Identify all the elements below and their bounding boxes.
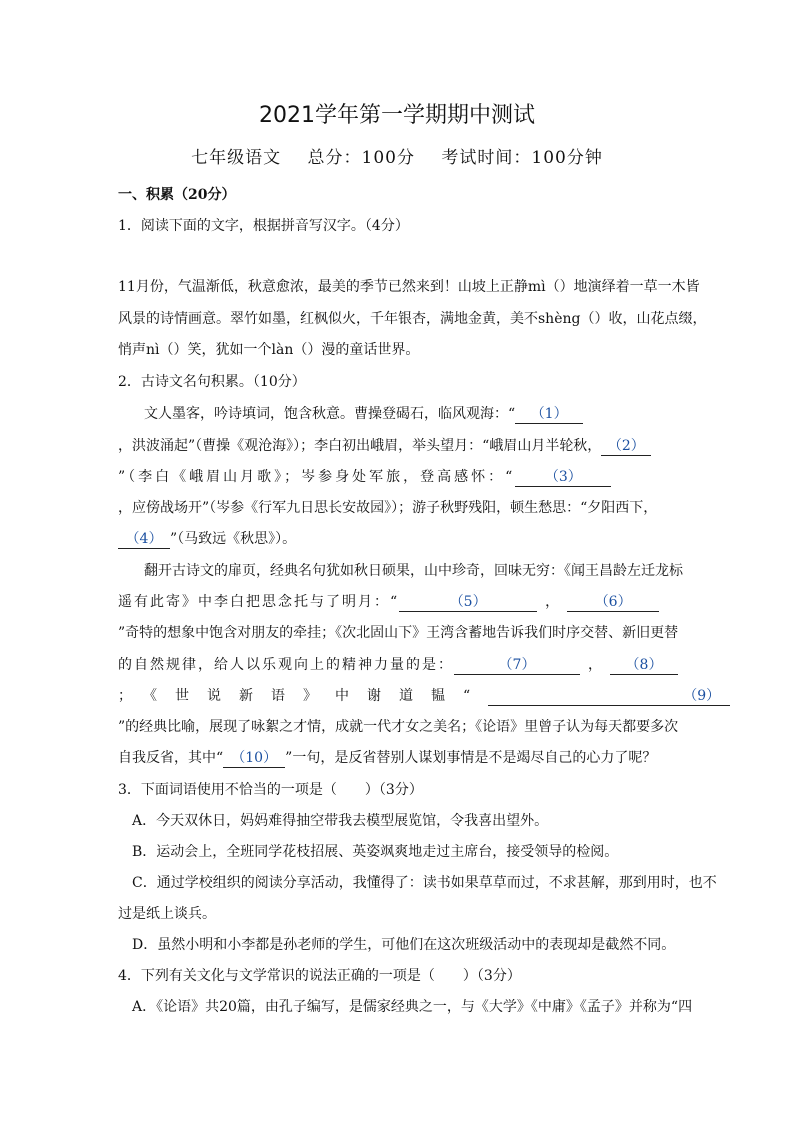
answer-blank-5[interactable]: （5） <box>399 593 537 612</box>
answer-blank-1[interactable]: （1） <box>515 405 583 424</box>
passage-line: 自我反省，其中“ （10） ”一句，是反省替别人谋划事情是不是竭尽自己的心力了呢？ <box>118 750 657 766</box>
question-1-text-line: 风景的诗情画意。翠竹如墨，红枫似火，千年银杏，满地金黄，美不shèng（）收，山花点缀， <box>118 311 707 327</box>
total-score: 总分：100分 <box>307 148 415 168</box>
passage-line: ，洪波涌起”（曹操《观沧海》）；李白初出峨眉，举头望月：“峨眉山月半轮秋， （2） <box>118 436 651 456</box>
exam-time: 考试时间：100分钟 <box>441 148 603 168</box>
passage-line: ”的经典比喻，展现了咏絮之才情，成就一代才女之美名；《论语》里曾子认为每天都要多次 <box>118 719 679 735</box>
question-2-stem: 2．古诗文名句积累。（10分） <box>118 374 306 390</box>
passage-line: 文人墨客，吟诗填词，饱含秋意。曹操登碣石，临风观海：“ （1） <box>144 404 583 424</box>
question-3-option-c-cont: 过是纸上谈兵。 <box>118 906 216 922</box>
page-title: 2021学年第一学期期中测试 <box>259 103 535 128</box>
passage-line: ；《世说新语》中谢道韫“ （9） <box>118 686 730 706</box>
question-3-stem: 3．下面词语使用不恰当的一项是（ ）（3分） <box>118 782 423 798</box>
passage-line: ”（李白《峨眉山月歌》；岑参身处军旅，登高感怀：“ （3） <box>118 467 611 487</box>
answer-blank-3[interactable]: （3） <box>515 468 611 487</box>
passage-line: （4） ”（马致远《秋思》）。 <box>118 529 296 549</box>
question-4-option-a: A．《论语》共20篇，由孔子编写，是儒家经典之一，与《大学》《中庸》《孟子》并称为“四 <box>132 999 693 1015</box>
question-3-option-b: B．运动会上，全班同学花枝招展、英姿飒爽地走过主席台，接受领导的检阅。 <box>132 844 619 860</box>
question-3-option-d: D．虽然小明和小李都是孙老师的学生，可他们在这次班级活动中的表现却是截然不同。 <box>132 937 676 953</box>
question-1-text-line: 11月份，气温渐低，秋意愈浓，最美的季节已然来到！山坡上正静mì（）地演绎着一草一木皆 <box>118 279 700 295</box>
passage-line: 翻开古诗文的扉页，经典名句犹如秋日硕果，山中珍奇，回味无穷：《闻王昌龄左迁龙标 <box>144 563 683 579</box>
answer-blank-10[interactable]: （10） <box>223 749 285 768</box>
question-1-stem: 1．阅读下面的文字，根据拼音写汉字。（4分） <box>118 218 409 234</box>
question-3-option-c: C．通过学校组织的阅读分享活动，我懂得了：读书如果草草而过，不求甚解，那到用时，也不 <box>132 875 717 891</box>
subject-label: 七年级语文 <box>191 148 282 168</box>
answer-blank-4[interactable]: （4） <box>118 530 170 549</box>
answer-blank-7[interactable]: （7） <box>454 656 580 675</box>
section-heading: 一、积累（20分） <box>118 187 236 203</box>
question-3-option-a: A．今天双休日，妈妈难得抽空带我去模型展览馆，令我喜出望外。 <box>132 813 549 829</box>
exam-info <box>0 143 794 168</box>
question-4-stem: 4．下列有关文化与文学常识的说法正确的一项是（ ）（3分） <box>118 968 521 984</box>
passage-line: ”奇特的想象中饱含对朋友的牵挂；《次北固山下》王湾含蓄地告诉我们时序交替、新旧更替 <box>118 625 679 641</box>
answer-blank-9[interactable]: （9） <box>488 687 730 706</box>
answer-blank-8[interactable]: （8） <box>610 656 678 675</box>
passage-line: 遥有此寄》中李白把思念托与了明月：“ （5） ， （6） <box>118 592 659 612</box>
passage-line: 的自然规律，给人以乐观向上的精神力量的是： （7） ， （8） <box>118 655 678 675</box>
passage-line: ，应傍战场开”（岑参《行军九日思长安故园》）；游子秋野残阳，顿生愁思：“夕阳西下， <box>118 500 658 516</box>
answer-blank-2[interactable]: （2） <box>601 437 651 456</box>
question-1-text-line: 悄声nì（）笑，犹如一个làn（）漫的童话世界。 <box>118 342 420 358</box>
answer-blank-6[interactable]: （6） <box>567 593 659 612</box>
